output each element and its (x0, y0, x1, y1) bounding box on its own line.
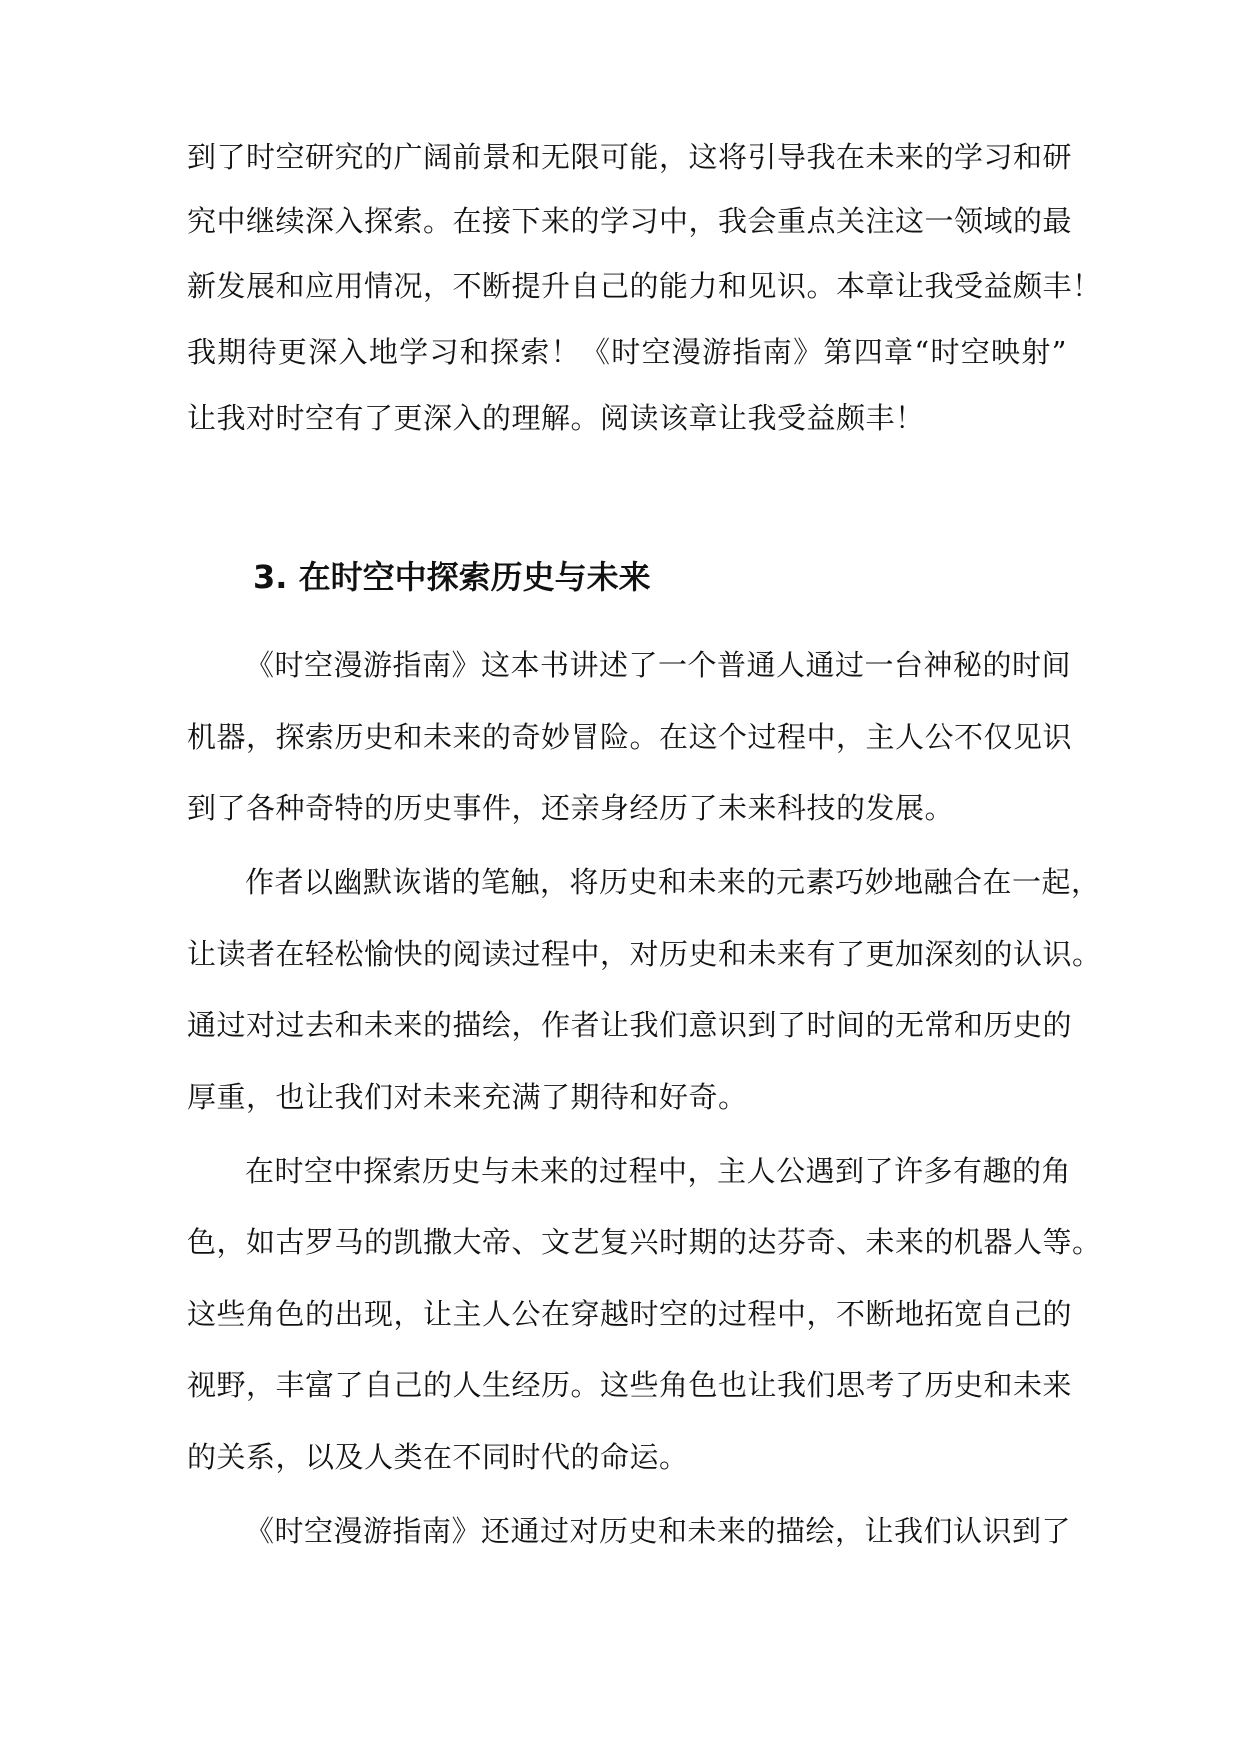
text-line: 我期待更深入地学习和探索！《时空漫游指南》第四章“时空映射” (187, 335, 1067, 369)
text-line: 《时空漫游指南》这本书讲述了一个普通人通过一台神秘的时间 (245, 648, 1072, 682)
text-line: 在时空中探索历史与未来的过程中，主人公遇到了许多有趣的角 (245, 1154, 1072, 1188)
text-line: 视野，丰富了自己的人生经历。这些角色也让我们思考了历史和未来 (187, 1368, 1073, 1402)
text-line: 这些角色的出现，让主人公在穿越时空的过程中，不断地拓宽自己的 (187, 1297, 1073, 1331)
text-line: 作者以幽默诙谐的笔触，将历史和未来的元素巧妙地融合在一起， (245, 865, 1101, 899)
section-heading: 3. 在时空中探索历史与未来 (253, 558, 651, 596)
text-line: 《时空漫游指南》还通过对历史和未来的描绘，让我们认识到了 (245, 1514, 1072, 1548)
text-line: 到了时空研究的广阔前景和无限可能，这将引导我在未来的学习和研 (187, 140, 1073, 174)
text-line: 的关系，以及人类在不同时代的命运。 (187, 1440, 689, 1474)
text-line: 到了各种奇特的历史事件，还亲身经历了未来科技的发展。 (187, 791, 955, 825)
text-line: 让我对时空有了更深入的理解。阅读该章让我受益颇丰！ (187, 401, 925, 435)
text-line: 色，如古罗马的凯撒大帝、文艺复兴时期的达芬奇、未来的机器人等。 (187, 1225, 1102, 1259)
text-line: 厚重，也让我们对未来充满了期待和好奇。 (187, 1080, 748, 1114)
text-line: 机器，探索历史和未来的奇妙冒险。在这个过程中，主人公不仅见识 (187, 720, 1073, 754)
text-line: 通过对过去和未来的描绘，作者让我们意识到了时间的无常和历史的 (187, 1008, 1073, 1042)
text-line: 究中继续深入探索。在接下来的学习中，我会重点关注这一领域的最 (187, 204, 1073, 238)
text-line: 让读者在轻松愉快的阅读过程中，对历史和未来有了更加深刻的认识。 (187, 937, 1102, 971)
text-line: 新发展和应用情况，不断提升自己的能力和见识。本章让我受益颇丰！ (187, 269, 1102, 303)
